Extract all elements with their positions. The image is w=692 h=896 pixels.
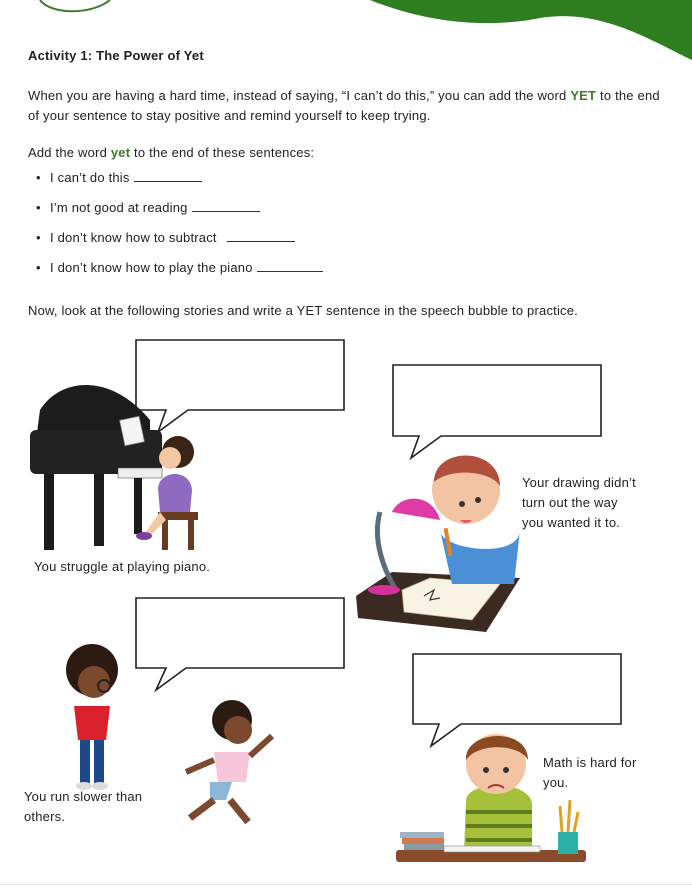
caption-line: others.	[24, 809, 66, 824]
instruction-text-after: to the end of these sentences:	[130, 145, 315, 160]
story-caption-math	[543, 753, 637, 793]
answer-blank[interactable]	[192, 201, 260, 212]
caption-line: you wanted it to.	[522, 515, 621, 530]
intro-paragraph	[28, 86, 668, 126]
story-caption-piano: You struggle at playing piano.	[34, 559, 211, 574]
caption-line: you.	[543, 775, 569, 790]
practice-prompt: Now, look at the following stories and write a YET sentence in the speech bubble to practice.	[28, 303, 578, 318]
header-logo-arc	[40, 0, 110, 11]
sentence-item	[36, 230, 295, 245]
intro-keyword: YET	[570, 88, 597, 103]
sentence-text: I can’t do this	[50, 170, 130, 185]
instruction-keyword: yet	[110, 145, 131, 160]
speech-bubble-math	[413, 654, 621, 746]
activity-title: Activity 1: The Power of Yet	[28, 48, 204, 63]
page-divider	[0, 884, 692, 885]
intro-text-after: to the end of your sentence to stay positive and remind yourself to keep trying.	[28, 88, 660, 123]
answer-blank[interactable]	[227, 231, 295, 242]
story-caption-running	[24, 787, 142, 827]
header-wave	[370, 0, 692, 60]
answer-blank[interactable]	[257, 261, 323, 272]
sentence-text: I don’t know how to subtract	[50, 230, 217, 245]
caption-line: Your drawing didn’t	[522, 475, 636, 490]
sentence-text: I’m not good at reading	[50, 200, 188, 215]
caption-line: Math is hard for	[543, 755, 637, 770]
instruction-text-before: Add the word	[28, 145, 111, 160]
bullet-icon: •	[36, 260, 41, 275]
sentence-item	[36, 170, 202, 185]
instruction-line	[28, 145, 314, 160]
bullet-icon: •	[36, 170, 41, 185]
bullet-icon: •	[36, 230, 41, 245]
story-caption-drawing	[522, 473, 636, 533]
sentence-text: I don’t know how to play the piano	[50, 260, 253, 275]
caption-line: You run slower than	[24, 789, 143, 804]
drawing-boy-illustration	[356, 455, 520, 632]
speech-bubble-drawing	[393, 365, 601, 458]
speech-bubble-running	[136, 598, 344, 690]
intro-text-before: When you are having a hard time, instead of saying, “I can’t do this,” you can add the word	[28, 88, 571, 103]
caption-line: turn out the way	[522, 495, 618, 510]
sentence-item	[36, 200, 260, 215]
bullet-icon: •	[36, 200, 41, 215]
answer-blank[interactable]	[134, 171, 202, 182]
sentence-item	[36, 260, 323, 275]
speech-bubble-piano	[136, 340, 344, 432]
